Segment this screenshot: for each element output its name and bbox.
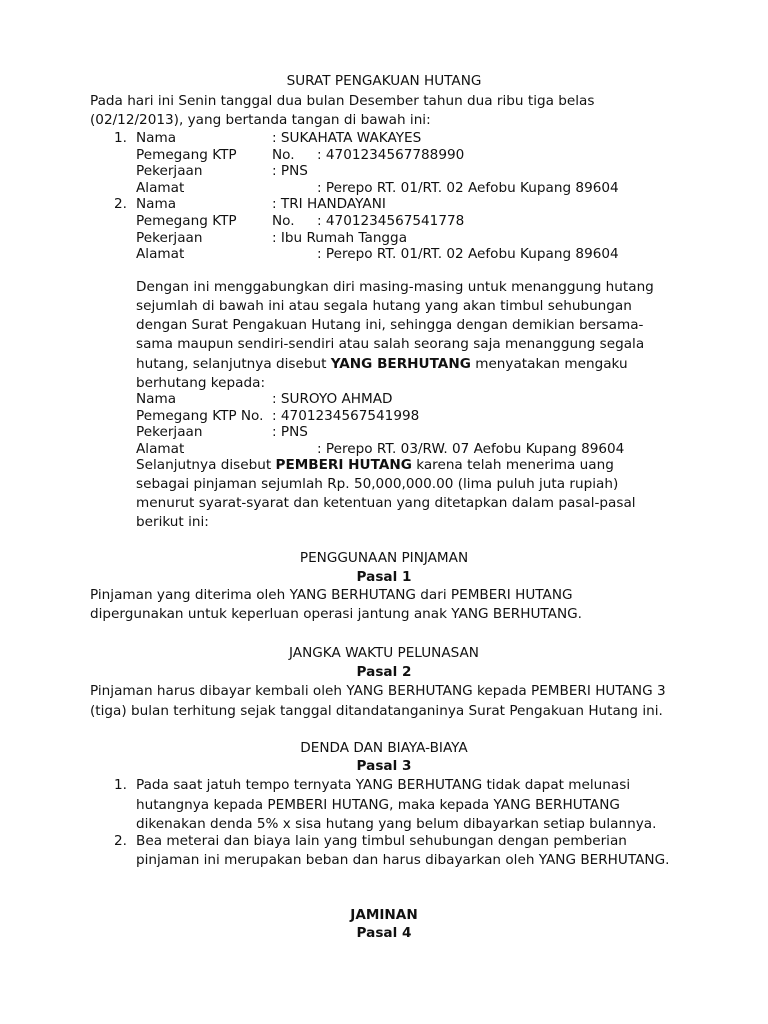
section-3-item-2-line-2: pinjaman ini merupakan beban dan harus dibayarkan oleh YANG BERHUTANG.	[136, 852, 670, 868]
para2-line-3: menurut syarat-syarat dan ketentuan yang ditetapkan dalam pasal-pasal	[136, 495, 636, 511]
para2-line-2: sebagai pinjaman sejumlah Rp. 50,000,000.00 (lima puluh juta rupiah)	[136, 476, 619, 492]
party-2-job-value: : Ibu Rumah Tangga	[272, 230, 408, 246]
para1-line-4: sama maupun sendiri-sendiri atau salah seorang saja menanggung segala	[136, 336, 645, 352]
section-4-heading: JAMINAN	[350, 907, 418, 923]
para1-line-6: berhutang kepada:	[136, 375, 266, 391]
party-1-ktp-no: No.	[272, 147, 295, 163]
creditor-ktp-label: Pemegang KTP No.	[136, 408, 264, 424]
debtor-term: YANG BERHUTANG	[330, 356, 471, 372]
creditor-job-label: Pekerjaan	[136, 424, 203, 440]
party-2-ktp-label: Pemegang KTP	[136, 213, 237, 229]
para1-line-3: dengan Surat Pengakuan Hutang ini, sehingga dengan demikian bersama-	[136, 317, 644, 333]
para2-line-4: berikut ini:	[136, 514, 209, 530]
section-2-heading: JANGKA WAKTU PELUNASAN	[289, 645, 479, 661]
party-2-ktp-value: : 4701234567541778	[317, 213, 465, 229]
creditor-name-value: : SUROYO AHMAD	[272, 391, 393, 407]
para2-line-1-pre: Selanjutnya disebut	[136, 457, 276, 473]
section-2-line-1: Pinjaman harus dibayar kembali oleh YANG BERHUTANG kepada PEMBERI HUTANG 3	[90, 683, 666, 699]
para1-line-2: sejumlah di bawah ini atau segala hutang yang akan timbul sehubungan	[136, 298, 632, 314]
para1-line-5-post: menyatakan mengaku	[470, 356, 628, 372]
party-1-number: 1.	[114, 130, 127, 146]
section-3-item-1-number: 1.	[114, 777, 127, 793]
para1-line-1: Dengan ini menggabungkan diri masing-masing untuk menanggung hutang	[136, 279, 654, 295]
section-1-pasal: Pasal 1	[356, 569, 412, 585]
section-3-heading: DENDA DAN BIAYA-BIAYA	[300, 740, 468, 756]
section-3-item-1-line-2: hutangnya kepada PEMBERI HUTANG, maka kepada YANG BERHUTANG	[136, 797, 620, 813]
section-1-line-2: dipergunakan untuk keperluan operasi jantung anak YANG BERHUTANG.	[90, 606, 582, 622]
creditor-ktp-value: : 4701234567541998	[272, 408, 420, 424]
section-3-item-2-line-1: Bea meterai dan biaya lain yang timbul sehubungan dengan pemberian	[136, 833, 627, 849]
party-1-job-value: : PNS	[272, 163, 308, 179]
section-1-heading: PENGGUNAAN PINJAMAN	[299, 550, 469, 566]
creditor-address-label: Alamat	[136, 441, 185, 457]
section-3-pasal: Pasal 3	[356, 758, 412, 774]
party-1-name-value: : SUKAHATA WAKAYES	[272, 130, 422, 146]
section-4-pasal: Pasal 4	[356, 925, 412, 941]
party-2-name-label: Nama	[136, 196, 177, 212]
creditor-job-value: : PNS	[272, 424, 308, 440]
party-2-number: 2.	[114, 196, 127, 212]
section-3-item-1-line-1: Pada saat jatuh tempo ternyata YANG BERHUTANG tidak dapat melunasi	[136, 777, 631, 793]
party-2-job-label: Pekerjaan	[136, 230, 203, 246]
creditor-name-label: Nama	[136, 391, 177, 407]
party-1-address-label: Alamat	[136, 180, 185, 196]
creditor-address-value: : Perepo RT. 03/RW. 07 Aefobu Kupang 89604	[317, 441, 625, 457]
section-3-item-1-line-3: dikenakan denda 5% x sisa hutang yang belum dibayarkan setiap bulannya.	[136, 816, 657, 832]
intro-line-2: (02/12/2013), yang bertanda tangan di bawah ini:	[90, 112, 431, 128]
intro-line-1: Pada hari ini Senin tanggal dua bulan Desember tahun dua ribu tiga belas	[90, 93, 595, 109]
section-3-item-2-number: 2.	[114, 833, 127, 849]
party-1-ktp-label: Pemegang KTP	[136, 147, 237, 163]
party-1-job-label: Pekerjaan	[136, 163, 203, 179]
party-2-address-value: : Perepo RT. 01/RT. 02 Aefobu Kupang 89604	[317, 246, 619, 262]
party-2-ktp-no: No.	[272, 213, 295, 229]
section-2-pasal: Pasal 2	[356, 664, 412, 680]
creditor-term: PEMBERI HUTANG	[275, 457, 412, 473]
para2-line-1	[136, 456, 614, 474]
party-1-ktp-value: : 4701234567788990	[317, 147, 465, 163]
party-1-name-label: Nama	[136, 130, 177, 146]
party-2-address-label: Alamat	[136, 246, 185, 262]
party-2-name-value: : TRI HANDAYANI	[272, 196, 386, 212]
section-2-line-2: (tiga) bulan terhitung sejak tanggal ditandatanganinya Surat Pengakuan Hutang ini.	[90, 703, 663, 719]
document-title: SURAT PENGAKUAN HUTANG	[286, 73, 482, 89]
party-1-address-value: : Perepo RT. 01/RT. 02 Aefobu Kupang 89604	[317, 180, 619, 196]
para1-line-5	[136, 355, 628, 373]
section-1-line-1: Pinjaman yang diterima oleh YANG BERHUTANG dari PEMBERI HUTANG	[90, 587, 573, 603]
para2-line-1-post: karena telah menerima uang	[411, 457, 614, 473]
para1-line-5-pre: hutang, selanjutnya disebut	[136, 356, 331, 372]
